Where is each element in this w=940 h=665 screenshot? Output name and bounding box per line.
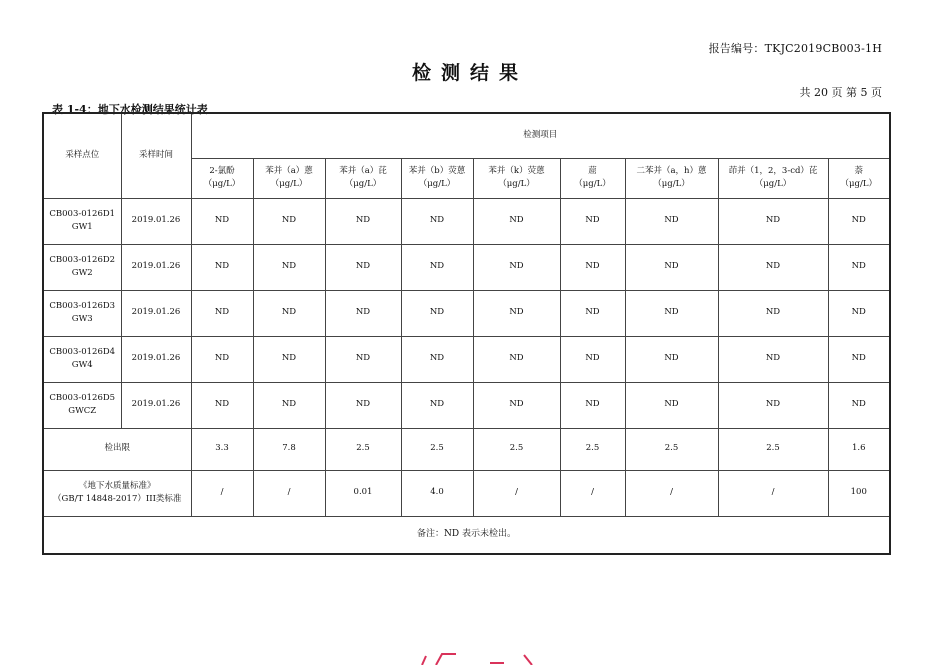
report-number-label: 报告编号： xyxy=(708,42,765,55)
value-cell: ND xyxy=(253,336,325,382)
value-cell: ND xyxy=(325,244,401,290)
page-indicator: 共 20 页 第 5 页 xyxy=(799,86,882,99)
item-name: 苯并（a）蒽 xyxy=(265,165,313,176)
value-cell: ND xyxy=(560,382,625,428)
item-unit: （μg/L） xyxy=(498,179,535,189)
site-code: CB003-0126D5 xyxy=(49,392,116,403)
standard-value: 0.01 xyxy=(325,470,401,516)
value-cell: ND xyxy=(625,382,718,428)
header-item xyxy=(191,158,253,198)
value-cell: ND xyxy=(473,382,560,428)
item-name: 茚并（1，2，3-cd）芘 xyxy=(728,165,818,176)
item-name: 䓛 xyxy=(588,165,597,176)
standard-name: 《地下水质量标准》 xyxy=(78,480,156,491)
limit-row xyxy=(43,428,890,470)
time-cell: 2019.01.26 xyxy=(121,244,191,290)
value-cell: ND xyxy=(625,336,718,382)
table-row xyxy=(43,290,890,336)
limit-value: 2.5 xyxy=(401,428,473,470)
note-text: 备注：ND 表示未检出。 xyxy=(43,516,890,554)
page-title: 检测结果 xyxy=(411,62,528,84)
value-cell: ND xyxy=(253,290,325,336)
value-cell: ND xyxy=(560,244,625,290)
value-cell: ND xyxy=(401,382,473,428)
time-cell: 2019.01.26 xyxy=(121,198,191,244)
report-number-value: TKJC2019CB003-1H xyxy=(764,42,882,55)
table-row xyxy=(43,198,890,244)
value-cell: ND xyxy=(828,244,890,290)
value-cell: ND xyxy=(253,244,325,290)
time-cell: 2019.01.26 xyxy=(121,382,191,428)
value-cell: ND xyxy=(191,198,253,244)
item-name: 苯并（k）荧蒽 xyxy=(488,165,545,176)
value-cell: ND xyxy=(828,290,890,336)
header-item xyxy=(253,158,325,198)
site-well: GWCZ xyxy=(68,406,97,416)
item-unit: （μg/L） xyxy=(418,179,456,189)
header-time: 采样时间 xyxy=(121,113,191,198)
value-cell: ND xyxy=(560,336,625,382)
standard-value: / xyxy=(253,470,325,516)
header-item xyxy=(718,158,828,198)
site-well: GW2 xyxy=(71,268,93,278)
value-cell: ND xyxy=(828,382,890,428)
red-stamp-fragment xyxy=(412,651,542,665)
site-cell xyxy=(43,198,121,244)
value-cell: ND xyxy=(625,290,718,336)
value-cell: ND xyxy=(560,198,625,244)
item-name: 2-氯酚 xyxy=(209,165,235,176)
limit-value: 2.5 xyxy=(473,428,560,470)
value-cell: ND xyxy=(401,290,473,336)
value-cell: ND xyxy=(401,198,473,244)
value-cell: ND xyxy=(191,336,253,382)
value-cell: ND xyxy=(253,382,325,428)
table-row xyxy=(43,336,890,382)
value-cell: ND xyxy=(473,198,560,244)
standard-value: / xyxy=(625,470,718,516)
header-item xyxy=(625,158,718,198)
header-site: 采样点位 xyxy=(43,113,121,198)
standard-label xyxy=(43,470,191,516)
table-row xyxy=(43,244,890,290)
value-cell: ND xyxy=(473,244,560,290)
value-cell: ND xyxy=(718,336,828,382)
table-row xyxy=(43,382,890,428)
item-name: 萘 xyxy=(854,165,863,176)
item-unit: （μg/L） xyxy=(840,179,877,189)
table-caption: 表 1-4：地下水检测结果统计表 xyxy=(52,103,208,116)
header-item xyxy=(325,158,401,198)
item-unit: （μg/L） xyxy=(203,179,241,189)
header-item xyxy=(473,158,560,198)
value-cell: ND xyxy=(473,290,560,336)
limit-value: 2.5 xyxy=(560,428,625,470)
standard-code: （GB/T 14848-2017）III类标准 xyxy=(53,494,182,504)
value-cell: ND xyxy=(718,382,828,428)
item-unit: （μg/L） xyxy=(270,179,308,189)
standard-value: / xyxy=(718,470,828,516)
value-cell: ND xyxy=(191,244,253,290)
standard-value: / xyxy=(191,470,253,516)
header-items-group: 检测项目 xyxy=(191,113,890,158)
site-cell xyxy=(43,382,121,428)
time-cell: 2019.01.26 xyxy=(121,290,191,336)
item-name: 苯并（b）荧蒽 xyxy=(408,165,466,176)
value-cell: ND xyxy=(401,336,473,382)
limit-value: 2.5 xyxy=(325,428,401,470)
value-cell: ND xyxy=(401,244,473,290)
value-cell: ND xyxy=(625,198,718,244)
item-name: 苯并（a）芘 xyxy=(339,165,387,176)
standard-value: 100 xyxy=(828,470,890,516)
standard-value: / xyxy=(560,470,625,516)
value-cell: ND xyxy=(718,198,828,244)
standard-value: 4.0 xyxy=(401,470,473,516)
site-code: CB003-0126D1 xyxy=(49,208,116,219)
site-well: GW3 xyxy=(71,314,93,324)
value-cell: ND xyxy=(718,290,828,336)
header-item xyxy=(560,158,625,198)
note-row xyxy=(43,516,890,554)
value-cell: ND xyxy=(325,382,401,428)
limit-value: 3.3 xyxy=(191,428,253,470)
item-name: 二苯并（a，h）蒽 xyxy=(636,165,707,176)
site-code: CB003-0126D2 xyxy=(49,254,116,265)
value-cell: ND xyxy=(325,198,401,244)
standard-value: / xyxy=(473,470,560,516)
value-cell: ND xyxy=(325,290,401,336)
header-item xyxy=(828,158,890,198)
limit-value: 1.6 xyxy=(828,428,890,470)
value-cell: ND xyxy=(191,382,253,428)
site-well: GW1 xyxy=(71,222,93,232)
site-code: CB003-0126D3 xyxy=(49,300,116,311)
time-cell: 2019.01.26 xyxy=(121,336,191,382)
limit-label: 检出限 xyxy=(43,428,191,470)
limit-value: 2.5 xyxy=(718,428,828,470)
value-cell: ND xyxy=(718,244,828,290)
standard-row xyxy=(43,470,890,516)
limit-value: 2.5 xyxy=(625,428,718,470)
value-cell: ND xyxy=(625,244,718,290)
value-cell: ND xyxy=(828,198,890,244)
results-table xyxy=(42,112,891,555)
site-cell xyxy=(43,336,121,382)
item-unit: （μg/L） xyxy=(754,179,792,189)
site-code: CB003-0126D4 xyxy=(49,346,116,357)
value-cell: ND xyxy=(473,336,560,382)
value-cell: ND xyxy=(560,290,625,336)
value-cell: ND xyxy=(325,336,401,382)
report-number xyxy=(709,40,882,56)
value-cell: ND xyxy=(191,290,253,336)
item-unit: （μg/L） xyxy=(574,179,611,189)
value-cell: ND xyxy=(253,198,325,244)
site-cell xyxy=(43,244,121,290)
item-unit: （μg/L） xyxy=(344,179,382,189)
header-item xyxy=(401,158,473,198)
site-cell xyxy=(43,290,121,336)
item-unit: （μg/L） xyxy=(653,179,690,189)
limit-value: 7.8 xyxy=(253,428,325,470)
header-row-group xyxy=(43,113,890,158)
value-cell: ND xyxy=(828,336,890,382)
site-well: GW4 xyxy=(71,360,93,370)
